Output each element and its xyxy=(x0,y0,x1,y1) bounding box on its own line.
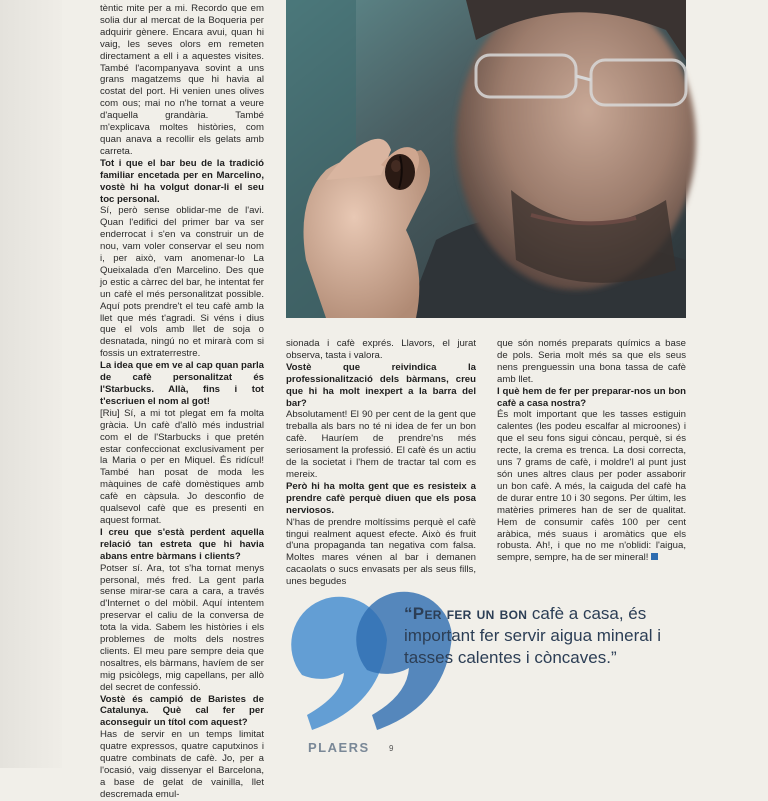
interview-question: La idea que em ve al cap quan parla de cafè personalitzat és l'Starbucks. Allà, fins i tot t'escriuen el nom al got! xyxy=(100,360,264,407)
interview-answer: Potser sí. Ara, tot s'ha tornat menys personal, més fred. La gent parla sense mirar-se cara a cara, a través d'Internet o del mòbil. Aquí intentem preservar el caliu de la conversa de tota la vida. Sabem les històries i els problemes de molts dels nostres clients. El meu pare sempre deia que nosaltres, els bàrmans, havíem de ser mig psicòlegs, mig capellans, per allò del secret de confessió. xyxy=(100,562,264,693)
page-gutter xyxy=(0,0,62,768)
interview-question: Però hi ha molta gent que es resisteix a prendre cafè perquè diuen que els posa nerviosos. xyxy=(286,480,476,516)
pullquote xyxy=(404,603,684,669)
pullquote-lead: “Per fer un bon xyxy=(404,604,528,623)
interview-answer: tèntic mite per a mi. Recordo que em solia dur al mercat de la Boqueria per adquirir gènere. Encara avui, quan hi vaig, les seves olors em remeten directament a ell i a aquestes visites. També l'acompanyava sovint a uns grans magatzems que hi havia al costat del port. Hi venien unes olives com ous; mai no n'he tornat a veure d'aquella grandària. També m'explicava moltes històries, com quan anava a recollir els gelats amb carreta. xyxy=(100,3,264,157)
interview-answer: Sí, però sense oblidar-me de l'avi. Quan l'edifici del primer bar va ser enderrocat i s'en va construir un de nou, vam voler conservar el seu nom i, per això, vam anomenar-lo La Queixalada d'en Marcelino. Des que jo estic a càrrec del bar, he intentat fer un cafè el més personalitzat possible. Aquí pots prendre't el teu cafè amb la llet que més t'agradi. Si véns i dius que el vols amb llet de soja o desnatada, ningú no et mirarà com si fossis un extraterrestre. xyxy=(100,205,264,360)
magazine-brand: PLAERS xyxy=(308,740,370,755)
interview-question: Vostè és campió de Baristes de Catalunya. Què cal fer per aconseguir un títol com aquest? xyxy=(100,693,264,729)
interview-answer: És molt important que les tasses estiguin calentes (les podeu escalfar al microones) i que el seu fons sigui còncau, perquè, si és recte, la crema es trenca. La dosi correcta, uns 7 grams de cafè, i moldre'l al punt just són unes altres claus per poder assaborir un bon cafè. A més, la caiguda del cafè ha de durar entre 10 i 30 segons. Per últim, les matèries primeres han de ser de qualitat. Hem de consumir cafès 100 per cent aràbica, més suaus i aromàtics que els robusta. Ah!, i que no me n'oblidi: l'aigua, sempre, sempre, ha de ser mineral! xyxy=(497,409,686,564)
coffee-bean-portrait-image xyxy=(286,0,686,318)
article-column-1 xyxy=(100,3,264,800)
interview-question: I creu que s'està perdent aquella relació tan estreta que hi havia abans entre bàrmans i clients? xyxy=(100,526,264,562)
interview-answer: que són només preparats químics a base de pols. Seria molt més sa que els seus nens prenguessin una bona tassa de cafè amb llet. xyxy=(497,338,686,385)
article-column-3 xyxy=(497,338,686,564)
end-of-article-mark-icon xyxy=(651,553,658,560)
interview-question: Vostè que reivindica la professionalització dels bàrmans, creu que hi ha molt inexpert a la barra del bar? xyxy=(286,361,476,409)
interview-answer: sionada i cafè exprés. Llavors, el jurat observa, tasta i valora. xyxy=(286,338,476,361)
portrait-photo xyxy=(286,0,686,318)
interview-answer: N'has de prendre moltíssims perquè el cafè tingui realment aquest efecte. Això és fruit d'una propaganda tan negativa com falsa. Moltes mares vénen al bar i demanen cacaolats o sucs envasats per als seus fills, unes begudes xyxy=(286,516,476,588)
interview-answer: Has de servir en un temps limitat quatre expressos, quatre caputxinos i quatre combinats de cafè. Jo, per a l'ocasió, vaig dissenyar el Barcelona, a base de gelat de vainilla, llet descremada emul- xyxy=(100,729,264,800)
interview-question: Tot i que el bar beu de la tradició familiar encetada per en Marcelino, vostè hi ha volgut donar-li el seu toc personal. xyxy=(100,157,264,205)
article-column-2 xyxy=(286,338,476,588)
interview-answer: [Riu] Sí, a mi tot plegat em fa molta gràcia. Un cafè d'allò més industrial com el de l'Starbucks i que pretén estar confeccionat exclusivament per la Maria o per en Miquel. És ridícul! També han posat de moda les màquines de cafè domèstiques amb cafè en càpsula. Jo desconfio de qualsevol cafè que es presenti en aquest format. xyxy=(100,407,264,526)
page-number: 9 xyxy=(389,744,394,753)
interview-question: I què hem de fer per preparar-nos un bon cafè a casa nostra? xyxy=(497,385,686,409)
pullquote-text: cafè a casa, és important fer servir aigua mineral i tasses calentes i còncaves.” xyxy=(404,604,661,667)
interview-answer: Absolutament! El 90 per cent de la gent que treballa als bars no té ni idea de fer un bon cafè. Hauríem de prendre'ns més seriosament la professió. El cafè és un actiu de la societat i l'hem de tractar tal com es mereix. xyxy=(286,409,476,480)
